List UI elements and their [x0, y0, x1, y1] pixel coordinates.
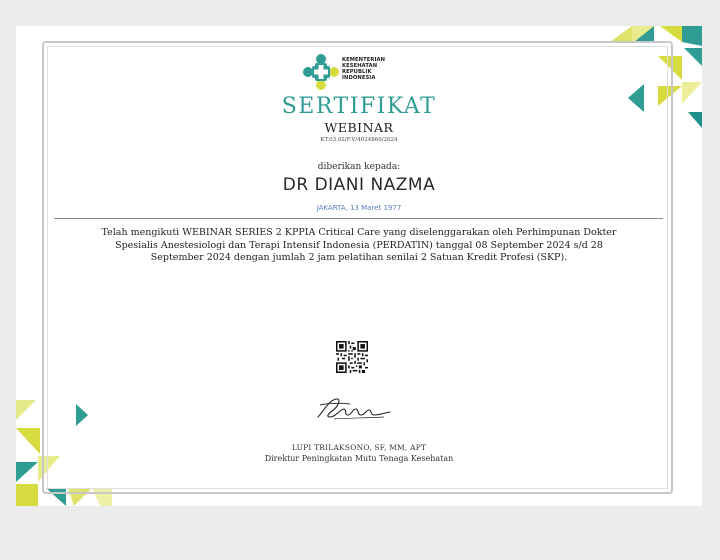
logo-line: REPUBLIK	[342, 69, 372, 75]
certificate-subtitle: WEBINAR	[324, 120, 394, 135]
signature-image	[314, 393, 394, 423]
certificate-title: SERTIFIKAT	[281, 94, 437, 119]
certificate-body: Telah mengikuti WEBINAR SERIES 2 KPPIA Critical Care yang diselenggarakan oleh Perhimpunan Dokter Spesialis Anestesiologi dan Terapi Intensif Indonesia (PERDATIN) tanggal 08 September 2024 s/d 28 September 2024 dengan jumlah 2 jam pelatihan senilai 2 Satuan Kredit Profesi (SKP).	[101, 227, 617, 263]
recipient-name: DR DIANI NAZMA	[282, 175, 436, 195]
kemenkes-emblem-icon	[302, 53, 340, 91]
certificate-number: KT.03.02/F.V/4024860/2024	[320, 137, 398, 143]
birth-place-date: JAKARTA, 13 Maret 1977	[316, 204, 402, 212]
logo-line: KESEHATAN	[342, 63, 378, 69]
signer-title: Direktur Peningkatan Mutu Tenaga Kesehatan	[264, 454, 454, 463]
signer-name: LUPI TRILAKSONO, SF, MM, APT	[291, 443, 427, 452]
logo-text	[342, 57, 412, 81]
divider	[54, 218, 663, 219]
certificate-page	[16, 26, 702, 506]
logo-line: INDONESIA	[342, 75, 376, 81]
qr-code-icon[interactable]	[336, 341, 368, 373]
logo-line: KEMENTERIAN	[342, 57, 386, 63]
given-to-label: diberikan kepada:	[317, 162, 401, 172]
kemenkes-logo	[302, 53, 412, 93]
